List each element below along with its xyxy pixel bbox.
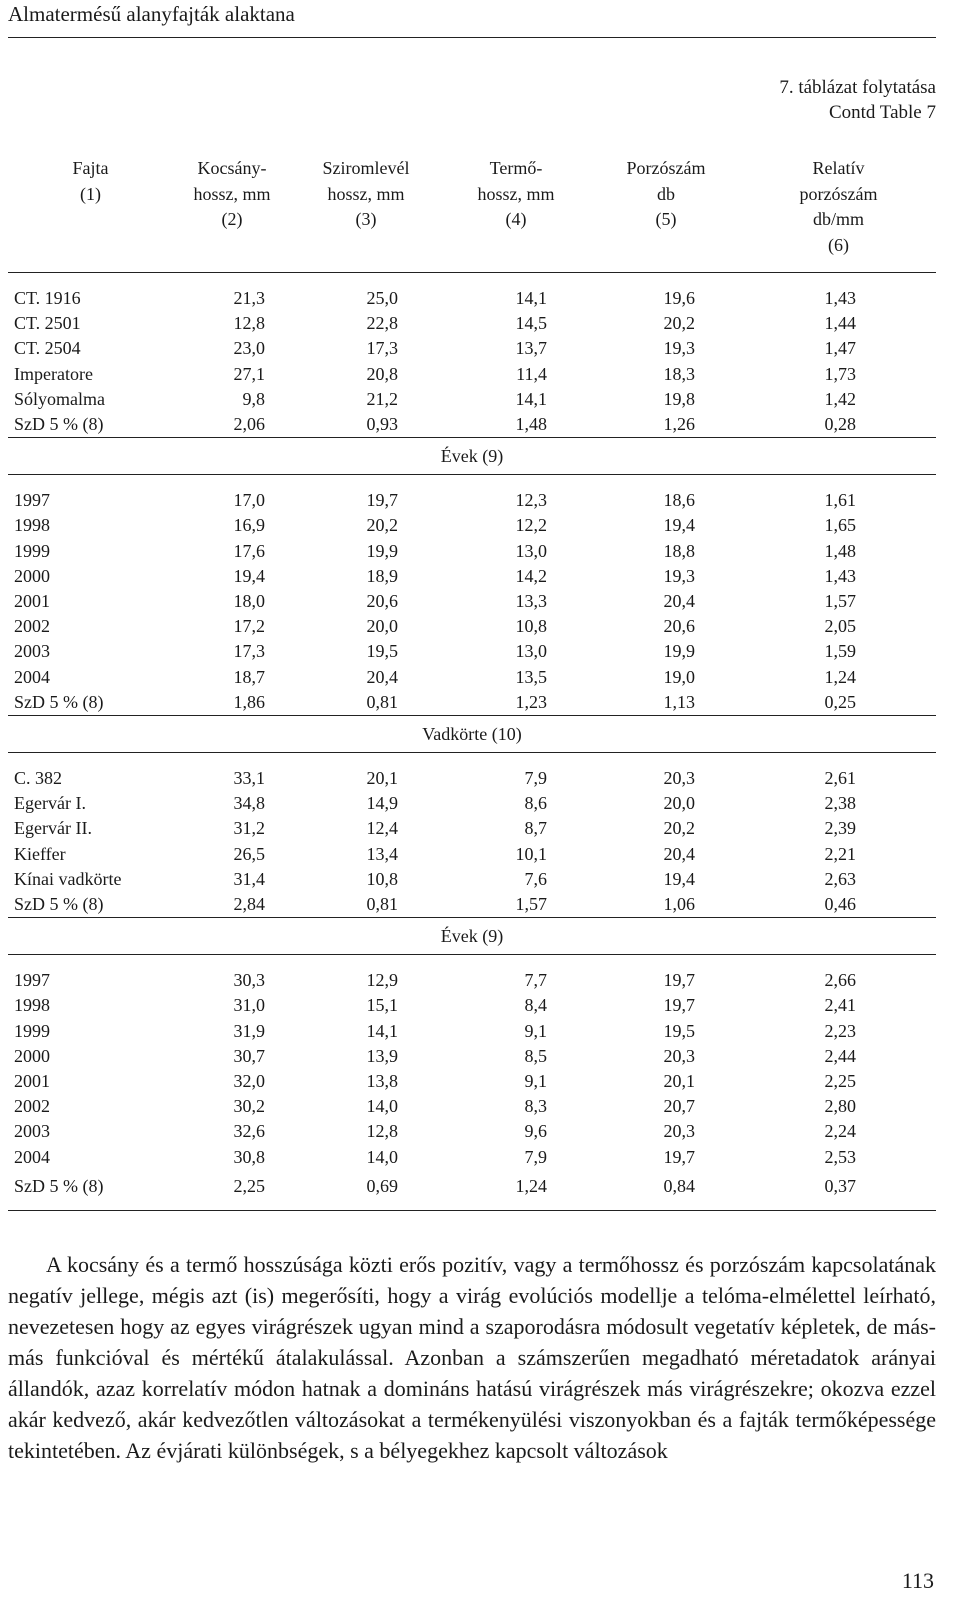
- table-cell: 14,0: [366, 1146, 398, 1167]
- row-label: 2004: [14, 666, 50, 687]
- section-heading: Évek (9): [8, 438, 936, 475]
- row-label: 1999: [14, 540, 50, 561]
- table-cell: 2,63: [824, 868, 856, 889]
- table-cell: 2,80: [824, 1096, 856, 1117]
- table-cell: 30,8: [233, 1146, 265, 1167]
- table-cell: 1,44: [824, 313, 856, 334]
- table-row: [8, 955, 936, 994]
- column-header-line: Kocsány-: [197, 158, 267, 178]
- table-row: [8, 362, 936, 387]
- table-cell: 19,5: [366, 641, 398, 662]
- table-row: [8, 1170, 936, 1211]
- table-cell: 20,6: [366, 591, 398, 612]
- row-label: C. 382: [14, 768, 63, 789]
- table-cell: 13,7: [515, 338, 547, 359]
- table-row: [8, 412, 936, 438]
- column-header-line: [8, 233, 173, 259]
- paragraph-text: A kocsány és a termő hosszúsága közti erős pozitív, vagy a termőhossz és porzószám kapcsolatának negatív jellege, mégis azt (is) megerősíti, hogy a virág evolúciós modellje a telóma-elmélettel leírható, nevezetesen hogy az egyes virágrészek ugyan mind a szaporodásra módosult vegetatív képletek, de más-más funkcióval és mértékű átalakulással. Azonban a számszerűen megadható méretadatok arányai állandók, azaz korrelatív módon hatnak a domináns hatású virágrészek más virágrészekre; okozva ezzel akár kedvező, akár kedvezőtlen változásokat a termékenyülési viszonyokban és a fajták termőképessége tekintetében. Az évjárati különbségek, s a bélyegekhez kapcsolt változások: [8, 1252, 936, 1463]
- column-header-line: hossz, mm: [477, 183, 555, 204]
- table-cell: 8,6: [524, 793, 547, 814]
- table-cell: 18,9: [366, 565, 398, 586]
- table-cell: 1,57: [824, 591, 856, 612]
- table-cell: 2,53: [824, 1146, 856, 1167]
- table-cell: 0,81: [366, 691, 398, 712]
- row-label: 2003: [14, 1121, 50, 1142]
- table-cell: 1,23: [515, 691, 547, 712]
- table-row: [8, 1019, 936, 1044]
- table-cell: 8,3: [524, 1096, 547, 1117]
- row-label: Egervár I.: [14, 793, 86, 814]
- table-row: [8, 892, 936, 918]
- row-label: 2000: [14, 565, 50, 586]
- table-cell: 1,43: [824, 288, 856, 308]
- table-cell: 20,2: [663, 313, 695, 334]
- column-header-line: Sziromlevél: [322, 158, 410, 178]
- table-cell: 26,5: [233, 843, 265, 864]
- table-cell: 18,6: [663, 490, 695, 511]
- table-cell: 14,1: [515, 388, 547, 409]
- table-row: [8, 589, 936, 614]
- table-cell: 14,0: [366, 1096, 398, 1117]
- table-cell: 9,1: [524, 1020, 547, 1041]
- table-cell: 17,2: [233, 616, 265, 637]
- table-cell: 2,24: [824, 1121, 856, 1142]
- column-header-line: [441, 233, 591, 259]
- table-row: [8, 614, 936, 639]
- table-cell: 0,28: [824, 414, 856, 435]
- column-header-line: hossz, mm: [327, 183, 405, 204]
- table-row: [8, 993, 936, 1018]
- table-cell: 2,05: [824, 616, 856, 637]
- table-cell: 10,1: [515, 843, 547, 864]
- row-label: 1998: [14, 515, 50, 536]
- column-header-line: [591, 233, 741, 259]
- table-cell: 19,3: [663, 565, 695, 586]
- table-row: [8, 1145, 936, 1170]
- row-label: SzD 5 % (8): [8, 1170, 173, 1211]
- table-cell: 19,0: [663, 666, 695, 687]
- table-cell: 13,0: [515, 540, 547, 561]
- row-label: CT. 2504: [14, 338, 81, 359]
- table-row: [8, 665, 936, 690]
- column-header: [441, 156, 591, 273]
- table-cell: 12,3: [515, 490, 547, 511]
- table-cell: 20,0: [663, 793, 695, 814]
- table-row: [8, 791, 936, 816]
- table-cell: 19,8: [663, 388, 695, 409]
- row-label: SzD 5 % (8): [14, 691, 104, 712]
- table-row: [8, 753, 936, 792]
- row-label: 1997: [14, 970, 50, 991]
- row-label: SzD 5 % (8): [14, 414, 104, 435]
- table-cell: 0,84: [591, 1170, 741, 1211]
- section-heading-row: [8, 918, 936, 955]
- table-cell: 2,06: [233, 414, 265, 435]
- table-cell: 1,73: [824, 363, 856, 384]
- row-label: 1997: [14, 490, 50, 511]
- row-label: Kieffer: [14, 843, 66, 864]
- table-row: [8, 1094, 936, 1119]
- table-cell: 19,4: [663, 515, 695, 536]
- column-header-line: (2): [221, 209, 243, 229]
- table-cell: 14,1: [366, 1020, 398, 1041]
- table-cell: 19,9: [366, 540, 398, 561]
- column-header-line: (3): [355, 209, 377, 229]
- table-cell: 1,86: [233, 691, 265, 712]
- table-cell: 20,0: [366, 616, 398, 637]
- table-row: [8, 273, 936, 312]
- table-cell: 1,61: [824, 490, 856, 511]
- table-cell: 7,7: [524, 970, 547, 991]
- table-cell: 17,3: [233, 641, 265, 662]
- table-caption-hu: 7. táblázat folytatása: [779, 77, 936, 98]
- table-cell: 8,7: [524, 818, 547, 839]
- table-cell: 21,3: [233, 288, 265, 308]
- table-cell: 2,84: [233, 894, 265, 915]
- table-cell: 2,23: [824, 1020, 856, 1041]
- table-cell: 8,4: [524, 995, 547, 1016]
- table-cell: 0,37: [741, 1170, 936, 1211]
- table-cell: 19,7: [663, 1146, 695, 1167]
- table-cell: 15,1: [366, 995, 398, 1016]
- table-cell: 30,7: [233, 1045, 265, 1066]
- table-cell: 20,3: [663, 1045, 695, 1066]
- column-header-line: (1): [80, 183, 101, 204]
- table-cell: 20,3: [663, 768, 695, 789]
- row-label: CT. 2501: [14, 313, 81, 334]
- table-cell: 32,0: [233, 1071, 265, 1092]
- table-cell: 7,9: [524, 768, 547, 789]
- table-cell: 13,5: [515, 666, 547, 687]
- table-cell: 19,7: [663, 995, 695, 1016]
- table-caption-en: Contd Table 7: [828, 102, 936, 123]
- table-cell: 0,81: [366, 894, 398, 915]
- page-number: 113: [901, 1568, 934, 1593]
- table-cell: 19,4: [233, 565, 265, 586]
- table-row: [8, 1044, 936, 1069]
- table-cell: 12,8: [366, 1121, 398, 1142]
- table-cell: 1,24: [441, 1170, 591, 1211]
- column-header-line: db/mm: [812, 209, 864, 229]
- table-cell: 13,8: [366, 1071, 398, 1092]
- table-row: [8, 1069, 936, 1094]
- table-cell: 13,3: [515, 591, 547, 612]
- column-header-line: Fajta: [72, 158, 109, 178]
- table-cell: 20,3: [663, 1121, 695, 1142]
- row-label: Sólyomalma: [14, 388, 105, 409]
- column-header-line: porzószám: [799, 183, 878, 204]
- table-cell: 9,8: [242, 388, 265, 409]
- table-cell: 2,39: [824, 818, 856, 839]
- column-header-line: [8, 207, 173, 233]
- table-cell: 18,0: [233, 591, 265, 612]
- table-cell: 0,25: [824, 691, 856, 712]
- column-header-line: hossz, mm: [193, 183, 271, 204]
- body-paragraph: [8, 1249, 936, 1466]
- table-cell: 20,2: [366, 515, 398, 536]
- table-cell: 31,0: [233, 995, 265, 1016]
- table-cell: 2,44: [824, 1045, 856, 1066]
- column-header-line: (4): [505, 209, 527, 229]
- table-cell: 1,24: [824, 666, 856, 687]
- table-cell: 31,2: [233, 818, 265, 839]
- table-cell: 11,4: [516, 363, 547, 384]
- column-header: [741, 156, 936, 273]
- table-cell: 1,57: [515, 894, 547, 915]
- table-cell: 1,06: [663, 894, 695, 915]
- row-label: 2001: [14, 1071, 50, 1092]
- table-cell: 12,4: [366, 818, 398, 839]
- table-cell: 1,13: [663, 691, 695, 712]
- table-row: [8, 539, 936, 564]
- column-header: [8, 156, 173, 273]
- table-row: [8, 690, 936, 716]
- table-cell: 14,1: [515, 288, 547, 308]
- table-cell: 33,1: [233, 768, 265, 789]
- table-cell: 12,9: [366, 970, 398, 991]
- table-cell: 19,4: [663, 868, 695, 889]
- table-cell: 1,59: [824, 641, 856, 662]
- column-header: [291, 156, 441, 273]
- table-cell: 18,7: [233, 666, 265, 687]
- table-cell: 1,48: [515, 414, 547, 435]
- column-header: [591, 156, 741, 273]
- row-label: 2002: [14, 1096, 50, 1117]
- table-row: [8, 564, 936, 589]
- table-cell: 13,0: [515, 641, 547, 662]
- table-cell: 20,1: [663, 1071, 695, 1092]
- table-cell: 31,4: [233, 868, 265, 889]
- table-cell: 19,9: [663, 641, 695, 662]
- data-table: [8, 156, 936, 1211]
- row-label: 2003: [14, 641, 50, 662]
- table-cell: 2,38: [824, 793, 856, 814]
- section-heading-row: [8, 438, 936, 475]
- table-cell: 1,48: [824, 540, 856, 561]
- column-header-line: [173, 233, 291, 259]
- table-cell: 10,8: [366, 868, 398, 889]
- table-cell: 13,9: [366, 1045, 398, 1066]
- column-header-line: Termő-: [489, 158, 543, 178]
- table-cell: 1,26: [663, 414, 695, 435]
- row-label: CT. 1916: [14, 288, 81, 308]
- table-cell: 10,8: [515, 616, 547, 637]
- table-cell: 0,69: [291, 1170, 441, 1211]
- table-cell: 0,46: [824, 894, 856, 915]
- row-label: Kínai vadkörte: [14, 868, 122, 889]
- table-row: [8, 1119, 936, 1144]
- table-cell: 20,4: [663, 591, 695, 612]
- column-header-line: [291, 233, 441, 259]
- row-label: Imperatore: [14, 363, 93, 384]
- table-cell: 2,25: [173, 1170, 291, 1211]
- table-cell: 1,65: [824, 515, 856, 536]
- column-header-line: Relatív: [812, 158, 865, 178]
- table-cell: 2,66: [824, 970, 856, 991]
- table-cell: 32,6: [233, 1121, 265, 1142]
- table-cell: 1,47: [824, 338, 856, 359]
- table-cell: 2,61: [824, 768, 856, 789]
- table-cell: 19,7: [663, 970, 695, 991]
- section-heading-row: [8, 716, 936, 753]
- section-heading: Évek (9): [8, 918, 936, 955]
- table-row: [8, 311, 936, 336]
- table-cell: 12,8: [233, 313, 265, 334]
- running-head: Almatermésű alanyfajták alaktana: [8, 2, 295, 26]
- table-row: [8, 867, 936, 892]
- row-label: 2004: [14, 1146, 50, 1167]
- row-label: 2000: [14, 1045, 50, 1066]
- table-cell: 30,2: [233, 1096, 265, 1117]
- table-cell: 7,9: [524, 1146, 547, 1167]
- table-cell: 1,43: [824, 565, 856, 586]
- section-heading: Vadkörte (10): [8, 716, 936, 753]
- table-cell: 17,6: [233, 540, 265, 561]
- table-row: [8, 475, 936, 514]
- header-row: [8, 156, 936, 273]
- table-row: [8, 387, 936, 412]
- column-header-line: (5): [655, 209, 677, 229]
- table-cell: 20,7: [663, 1096, 695, 1117]
- row-label: 1999: [14, 1020, 50, 1041]
- row-label: 2001: [14, 591, 50, 612]
- table-cell: 2,25: [824, 1071, 856, 1092]
- table-cell: 16,9: [233, 515, 265, 536]
- row-label: 2002: [14, 616, 50, 637]
- table-cell: 2,21: [824, 843, 856, 864]
- table-cell: 20,2: [663, 818, 695, 839]
- table-cell: 14,9: [366, 793, 398, 814]
- column-header: [173, 156, 291, 273]
- table-row: [8, 816, 936, 841]
- table-cell: 19,3: [663, 338, 695, 359]
- table-row: [8, 639, 936, 664]
- table-cell: 17,3: [366, 338, 398, 359]
- table-cell: 23,0: [233, 338, 265, 359]
- header-rule: [8, 37, 936, 38]
- table-cell: 34,8: [233, 793, 265, 814]
- table-cell: 22,8: [366, 313, 398, 334]
- table-cell: 19,6: [663, 288, 695, 308]
- table-row: [8, 336, 936, 361]
- column-header-line: Porzószám: [626, 158, 706, 178]
- table-cell: 0,93: [366, 414, 398, 435]
- table-cell: 2,41: [824, 995, 856, 1016]
- column-header-line: db: [657, 183, 675, 204]
- table-cell: 8,5: [524, 1045, 547, 1066]
- table-cell: 19,7: [366, 490, 398, 511]
- table-cell: 12,2: [515, 515, 547, 536]
- table-cell: 14,2: [515, 565, 547, 586]
- row-label: SzD 5 % (8): [14, 894, 104, 915]
- table-cell: 30,3: [233, 970, 265, 991]
- table-row: [8, 513, 936, 538]
- table-cell: 20,6: [663, 616, 695, 637]
- column-header-line: (6): [828, 234, 849, 255]
- table-cell: 19,5: [663, 1020, 695, 1041]
- row-label: 1998: [14, 995, 50, 1016]
- table-cell: 18,8: [663, 540, 695, 561]
- row-label: Egervár II.: [14, 818, 92, 839]
- table-cell: 9,1: [524, 1071, 547, 1092]
- table-cell: 17,0: [233, 490, 265, 511]
- table-cell: 18,3: [663, 363, 695, 384]
- table-cell: 9,6: [524, 1121, 547, 1142]
- table-cell: 20,4: [663, 843, 695, 864]
- table-cell: 27,1: [233, 363, 265, 384]
- table-cell: 21,2: [366, 388, 398, 409]
- table-cell: 20,1: [366, 768, 398, 789]
- table-cell: 20,8: [366, 363, 398, 384]
- table-cell: 25,0: [366, 288, 398, 308]
- table-cell: 14,5: [515, 313, 547, 334]
- table-cell: 20,4: [366, 666, 398, 687]
- table-cell: 7,6: [524, 868, 547, 889]
- table-row: [8, 842, 936, 867]
- table-cell: 13,4: [366, 843, 398, 864]
- table-cell: 31,9: [233, 1020, 265, 1041]
- table-cell: 1,42: [824, 388, 856, 409]
